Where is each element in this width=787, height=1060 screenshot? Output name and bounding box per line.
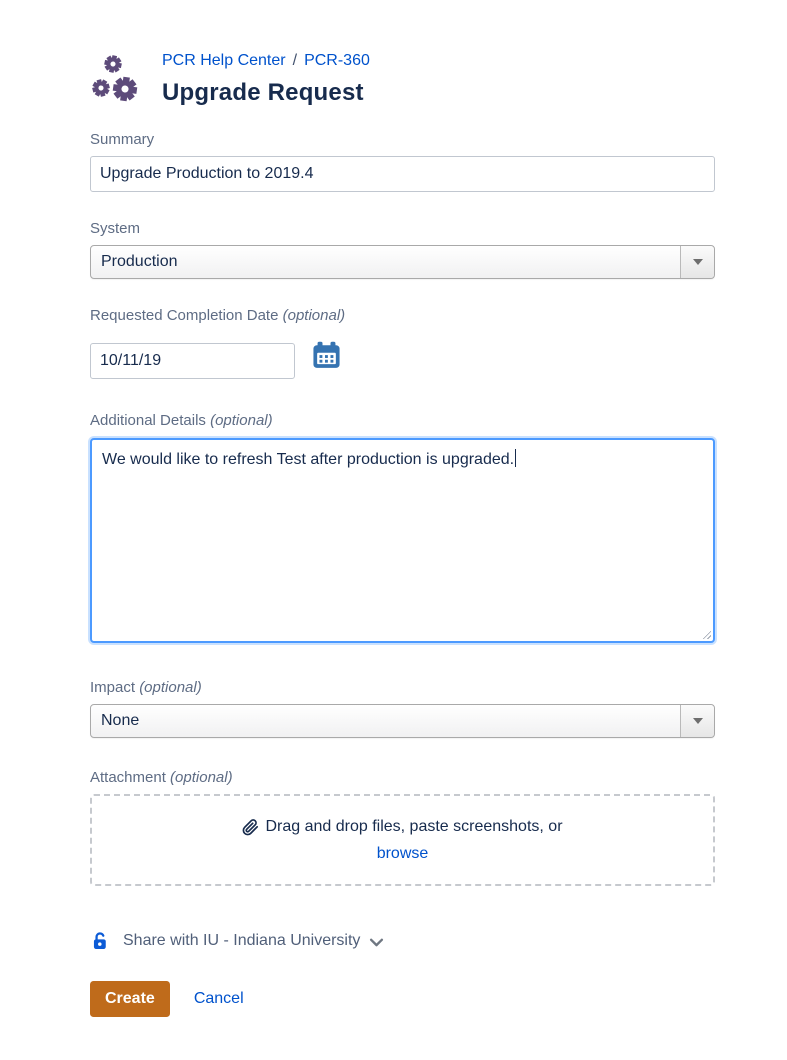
additional-details-textarea[interactable] [90,438,715,643]
gears-logo-icon [90,52,140,106]
paperclip-icon [242,819,259,836]
additional-details-text: We would like to refresh Test after production is upgraded. [102,451,515,468]
attachment-label: Attachment (optional) [90,769,233,786]
open-lock-icon [90,931,111,952]
form-header [90,50,715,107]
breadcrumb-separator: / [292,52,298,69]
share-label: Share with IU - Indiana University [123,932,361,949]
create-button[interactable]: Create [90,981,170,1017]
system-select[interactable] [90,245,715,279]
system-label: System [90,220,141,237]
impact-field [90,679,715,738]
summary-input[interactable] [90,156,715,192]
request-form-page [90,0,715,1017]
impact-select-dropdown-button[interactable] [680,705,714,737]
text-cursor [515,449,516,467]
optional-tag: (optional) [282,307,346,324]
browse-link[interactable]: browse [376,845,429,862]
system-field [90,220,715,279]
additional-details-label: Additional Details (optional) [90,412,273,429]
header-text [162,50,370,107]
chevron-down-icon [369,937,384,949]
triangle-down-icon [693,259,703,265]
breadcrumb [162,50,370,72]
summary-field [90,131,715,192]
attachment-dropzone[interactable] [90,794,715,886]
textarea-resize-handle[interactable] [701,629,711,639]
form-actions [90,981,715,1017]
additional-details-field [90,412,715,643]
summary-label: Summary [90,131,155,148]
calendar-picker-button[interactable] [310,339,343,375]
impact-select-value: None [101,712,140,729]
completion-date-input[interactable] [90,343,295,379]
breadcrumb-request-type-link[interactable]: PCR-360 [304,52,370,69]
dropzone-text: Drag and drop files, paste screenshots, or [265,817,563,835]
optional-tag: (optional) [170,769,233,786]
calendar-icon [310,339,343,372]
attachment-field [90,769,715,886]
breadcrumb-help-center-link[interactable]: PCR Help Center [162,52,286,69]
optional-tag: (optional) [139,679,202,696]
cancel-link[interactable]: Cancel [193,990,244,1007]
impact-label: Impact (optional) [90,679,202,696]
optional-tag: (optional) [210,412,273,429]
system-select-dropdown-button[interactable] [680,246,714,278]
impact-select[interactable] [90,704,715,738]
completion-date-field [90,307,715,379]
system-select-value: Production [101,253,178,270]
triangle-down-icon [693,718,703,724]
share-selector[interactable] [90,930,715,952]
completion-date-label: Requested Completion Date (optional) [90,307,346,324]
page-title: Upgrade Request [162,79,364,106]
